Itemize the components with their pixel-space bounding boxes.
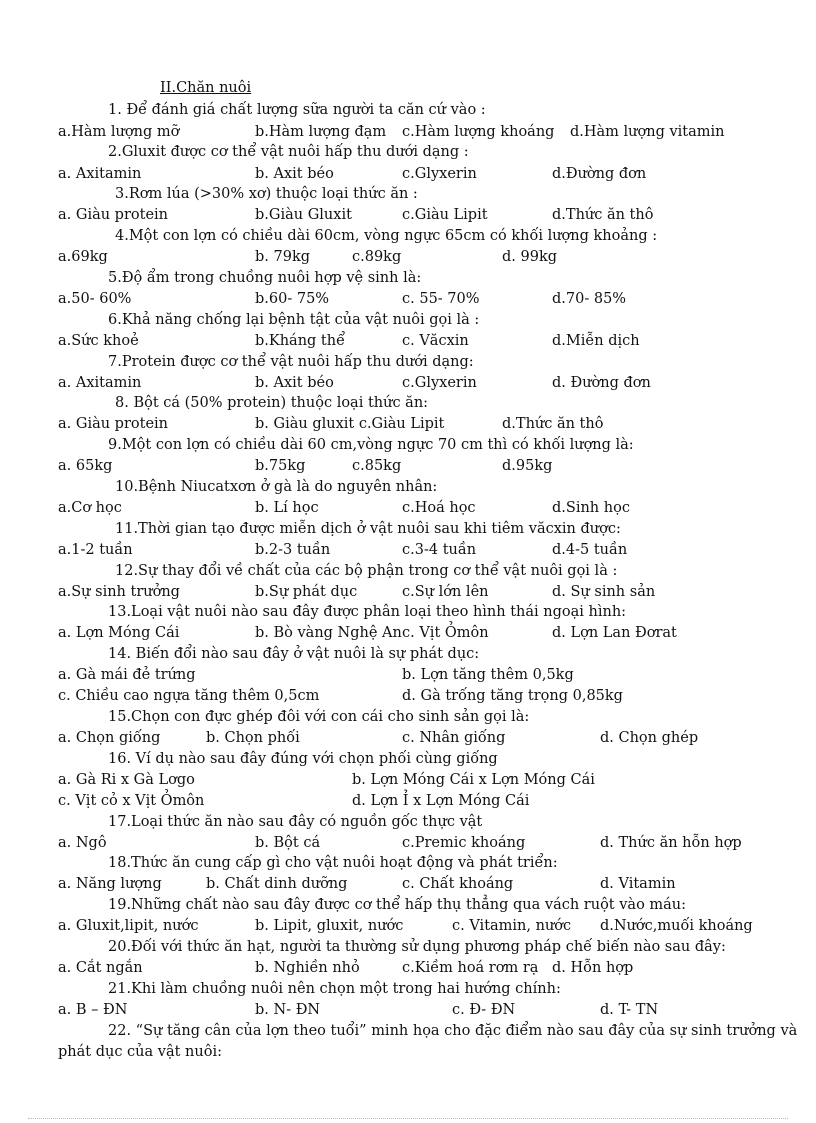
- question-15-option: c. Nhân giống: [402, 730, 506, 746]
- question-20-option: c.Kiềm hoá rơm rạ: [402, 960, 539, 976]
- question-20: 20.Đối với thức ăn hạt, người ta thường sử dụng phương pháp chế biến nào sau đây:: [108, 939, 726, 955]
- question-2: 2.Gluxit được cơ thể vật nuôi hấp thu dưới dạng :: [108, 144, 469, 160]
- question-4: 4.Một con lợn có chiều dài 60cm, vòng ngực 65cm có khối lượng khoảng :: [115, 228, 658, 244]
- question-20-option: d. Hỗn hợp: [552, 960, 634, 976]
- question-3-option: a. Giàu protein: [58, 207, 169, 223]
- question-10-option: b. Lí học: [255, 500, 319, 516]
- question-19-option: b. Lipit, gluxit, nước: [255, 918, 404, 934]
- question-18-option: b. Chất dinh dưỡng: [206, 876, 348, 892]
- question-14-option: a. Gà mái đẻ trứng: [58, 667, 196, 683]
- question-15-option: b. Chọn phối: [206, 730, 300, 746]
- question-18-option: c. Chất khoáng: [402, 876, 514, 892]
- question-10-option: c.Hoá học: [402, 500, 476, 516]
- question-19: 19.Những chất nào sau đây được cơ thể hấp thụ thẳng qua vách ruột vào máu:: [108, 897, 687, 913]
- question-3: 3.Rơm lúa (>30% xơ) thuộc loại thức ăn :: [115, 186, 418, 202]
- question-12-option: b.Sự phát dục: [255, 584, 358, 600]
- question-13: 13.Loại vật nuôi nào sau đây được phân loại theo hình thái ngoại hình:: [108, 604, 627, 620]
- question-7-option: d. Đường đơn: [552, 375, 651, 391]
- question-6: 6.Khả năng chống lại bệnh tật của vật nuôi gọi là :: [108, 312, 480, 328]
- question-4-option: a.69kg: [58, 249, 108, 265]
- question-3-option: d.Thức ăn thô: [552, 207, 654, 223]
- question-22-continued: phát dục của vật nuôi:: [58, 1044, 222, 1060]
- question-18-option: d. Vitamin: [600, 876, 676, 892]
- question-12-option: a.Sự sinh trưởng: [58, 584, 180, 600]
- question-2-option: b. Axit béo: [255, 166, 334, 182]
- question-6-option: b.Kháng thể: [255, 333, 346, 349]
- question-10-option: a.Cơ học: [58, 500, 122, 516]
- question-5: 5.Độ ẩm trong chuồng nuôi hợp vệ sinh là:: [108, 270, 422, 286]
- question-7-option: a. Axitamin: [58, 375, 142, 391]
- question-2-option: a. Axitamin: [58, 166, 142, 182]
- question-18: 18.Thức ăn cung cấp gì cho vật nuôi hoạt động và phát triển:: [108, 855, 558, 871]
- question-21-option: b. N- ĐN: [255, 1002, 321, 1018]
- question-10: 10.Bệnh Niucatxơn ở gà là do nguyên nhân:: [115, 479, 438, 495]
- question-22: 22. “Sự tăng cân của lợn theo tuổi” minh họa cho đặc điểm nào sau đây của sự sinh trưởng và: [108, 1023, 798, 1039]
- question-20-option: a. Cắt ngắn: [58, 960, 143, 976]
- question-7: 7.Protein được cơ thể vật nuôi hấp thu dưới dạng:: [108, 354, 474, 370]
- page-footer-divider: [28, 1118, 788, 1119]
- question-11-option: c.3-4 tuần: [402, 542, 477, 558]
- question-8-option: a. Giàu protein: [58, 416, 169, 432]
- question-5-option: a.50- 60%: [58, 291, 132, 307]
- question-1-option: b.Hàm lượng đạm: [255, 124, 387, 140]
- question-11-option: d.4-5 tuần: [552, 542, 628, 558]
- question-19-option: c. Vitamin, nước: [452, 918, 572, 934]
- question-21: 21.Khi làm chuồng nuôi nên chọn một trong hai hướng chính:: [108, 981, 561, 997]
- question-3-option: b.Giàu Gluxit: [255, 207, 352, 223]
- question-1-option: a.Hàm lượng mỡ: [58, 124, 180, 140]
- question-9-option: b.75kg: [255, 458, 306, 474]
- question-10-option: d.Sinh học: [552, 500, 630, 516]
- question-8: 8. Bột cá (50% protein) thuộc loại thức ăn:: [115, 395, 429, 411]
- question-8-option: d.Thức ăn thô: [502, 416, 604, 432]
- question-16-option: a. Gà Ri x Gà Lơgo: [58, 772, 195, 788]
- question-5-option: b.60- 75%: [255, 291, 330, 307]
- question-21-option: d. T- TN: [600, 1002, 659, 1018]
- question-5-option: d.70- 85%: [552, 291, 627, 307]
- question-7-option: c.Glyxerin: [402, 375, 477, 391]
- question-15-option: d. Chọn ghép: [600, 730, 699, 746]
- question-18-option: a. Năng lượng: [58, 876, 162, 892]
- question-12: 12.Sự thay đổi về chất của các bộ phận trong cơ thể vật nuôi gọi là :: [115, 563, 618, 579]
- question-15: 15.Chọn con đực ghép đôi với con cái cho sinh sản gọi là:: [108, 709, 530, 725]
- question-6-option: a.Sức khoẻ: [58, 333, 139, 349]
- question-2-option: c.Glyxerin: [402, 166, 477, 182]
- question-16: 16. Ví dụ nào sau đây đúng với chọn phối cùng giống: [108, 751, 498, 767]
- question-9: 9.Một con lợn có chiều dài 60 cm,vòng ngực 70 cm thì có khối lượng là:: [108, 437, 634, 453]
- question-16-option: c. Vịt cỏ x Vịt Ỏmôn: [58, 793, 205, 809]
- question-13-option: b. Bò vàng Nghệ An: [255, 625, 402, 641]
- question-17-option: d. Thức ăn hỗn hợp: [600, 835, 742, 851]
- question-3-option: c.Giàu Lipit: [402, 207, 488, 223]
- question-20-option: b. Nghiền nhỏ: [255, 960, 360, 976]
- question-4-option: b. 79kg: [255, 249, 311, 265]
- section-title: II.Chăn nuôi: [160, 80, 252, 96]
- question-1: 1. Để đánh giá chất lượng sữa người ta căn cứ vào :: [108, 102, 486, 118]
- question-14-option: c. Chiều cao ngựa tăng thêm 0,5cm: [58, 688, 320, 704]
- question-11-option: b.2-3 tuần: [255, 542, 331, 558]
- question-1-option: c.Hàm lượng khoáng: [402, 124, 555, 140]
- question-11: 11.Thời gian tạo được miễn dịch ở vật nuôi sau khi tiêm văcxin được:: [115, 521, 621, 537]
- question-9-option: c.85kg: [352, 458, 402, 474]
- question-2-option: d.Đường đơn: [552, 166, 647, 182]
- question-21-option: c. Đ- ĐN: [452, 1002, 516, 1018]
- question-12-option: d. Sự sinh sản: [552, 584, 656, 600]
- question-14: 14. Biến đổi nào sau đây ở vật nuôi là sự phát dục:: [108, 646, 480, 662]
- question-16-option: b. Lợn Móng Cái x Lợn Móng Cái: [352, 772, 595, 788]
- question-6-option: c. Văcxin: [402, 333, 469, 349]
- question-5-option: c. 55- 70%: [402, 291, 480, 307]
- question-9-option: a. 65kg: [58, 458, 113, 474]
- question-19-option: a. Gluxit,lipit, nước: [58, 918, 199, 934]
- question-9-option: d.95kg: [502, 458, 553, 474]
- question-19-option: d.Nước,muối khoáng: [600, 918, 753, 934]
- question-16-option: d. Lợn Ỉ x Lợn Móng Cái: [352, 793, 530, 809]
- question-6-option: d.Miễn dịch: [552, 333, 640, 349]
- question-12-option: c.Sự lớn lên: [402, 584, 489, 600]
- question-17-option: c.Premic khoáng: [402, 835, 526, 851]
- question-11-option: a.1-2 tuần: [58, 542, 133, 558]
- question-4-option: d. 99kg: [502, 249, 558, 265]
- question-7-option: b. Axit béo: [255, 375, 334, 391]
- question-17-option: b. Bột cá: [255, 835, 321, 851]
- question-13-option: c. Vịt Ỏmôn: [402, 625, 489, 641]
- question-17-option: a. Ngô: [58, 835, 107, 851]
- question-21-option: a. B – ĐN: [58, 1002, 128, 1018]
- question-1-option: d.Hàm lượng vitamin: [570, 124, 725, 140]
- question-14-option: b. Lợn tăng thêm 0,5kg: [402, 667, 574, 683]
- question-15-option: a. Chọn giống: [58, 730, 161, 746]
- question-4-option: c.89kg: [352, 249, 402, 265]
- question-17: 17.Loại thức ăn nào sau đây có nguồn gốc thực vật: [108, 814, 483, 830]
- question-13-option: a. Lợn Móng Cái: [58, 625, 180, 641]
- question-8-option: b. Giàu gluxit c.Giàu Lipit: [255, 416, 445, 432]
- question-13-option: d. Lợn Lan Đơrat: [552, 625, 677, 641]
- question-14-option: d. Gà trống tăng trọng 0,85kg: [402, 688, 623, 704]
